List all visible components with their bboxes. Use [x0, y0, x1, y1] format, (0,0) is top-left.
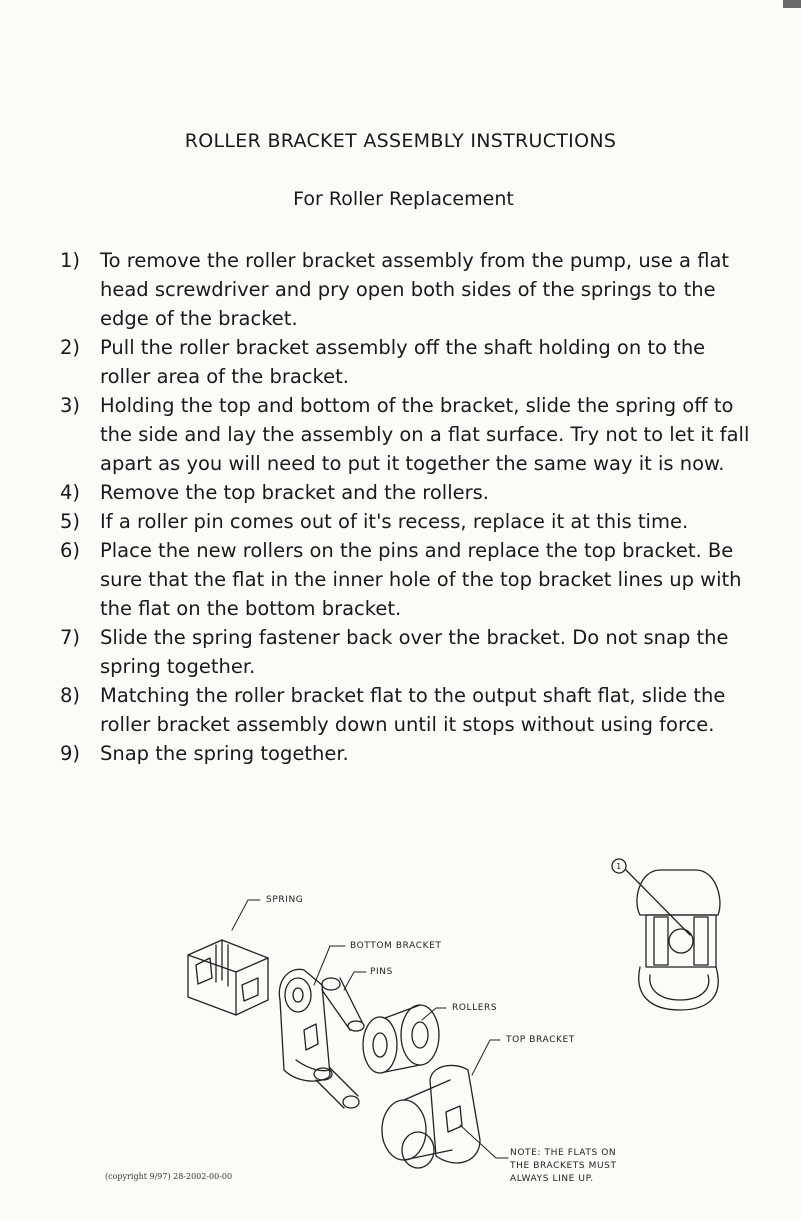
leader-lines [232, 900, 508, 1158]
label-spring: SPRING [266, 895, 304, 905]
label-top-bracket: TOP BRACKET [506, 1035, 575, 1045]
copyright-notice: (copyright 9/97) 28-2002-00-00 [105, 1172, 233, 1181]
step-item [60, 623, 750, 681]
step-number: 4) [60, 481, 81, 504]
exploded-assembly-diagram [0, 840, 801, 1220]
step-item [60, 681, 750, 739]
step-item [60, 536, 750, 623]
step-text: If a roller pin comes out of it's recess, replace it at this time. [100, 510, 689, 533]
step-number: 9) [60, 742, 81, 765]
step-text: Snap the spring together. [100, 742, 349, 765]
step-number: 7) [60, 626, 81, 649]
assembled-view [612, 859, 720, 1010]
step-item [60, 391, 750, 478]
pin-part-lower [314, 1068, 359, 1108]
step-text: To remove the roller bracket assembly from the pump, use a flat head screwdriver and pry open both sides of the springs to the edge of the bracket. [100, 249, 730, 330]
top-bracket-part [382, 1065, 480, 1168]
label-callout-number: 1 [616, 862, 622, 871]
page-title: ROLLER BRACKET ASSEMBLY INSTRUCTIONS [184, 130, 617, 152]
step-number: 2) [60, 336, 81, 359]
pin-part-upper [322, 978, 364, 1031]
step-text: Pull the roller bracket assembly off the shaft holding on to the roller area of the bracket. [100, 336, 706, 388]
step-text: Place the new rollers on the pins and replace the top bracket. Be sure that the flat in the inner hole of the top bracket lines up with the flat on the bottom bracket. [100, 539, 742, 620]
step-text: Matching the roller bracket flat to the output shaft flat, slide the roller bracket assembly down until it stops without using force. [100, 684, 726, 736]
step-number: 8) [60, 684, 81, 707]
step-item [60, 739, 750, 768]
page-subtitle: For Roller Replacement [293, 188, 514, 210]
step-number: 6) [60, 539, 81, 562]
step-item [60, 507, 750, 536]
step-text: Remove the top bracket and the rollers. [100, 481, 490, 504]
note-line: NOTE: THE FLATS ON [510, 1148, 617, 1158]
scan-corner-mark [783, 0, 801, 8]
label-rollers: ROLLERS [452, 1003, 498, 1013]
step-number: 1) [60, 249, 81, 272]
step-number: 3) [60, 394, 81, 417]
note-line: THE BRACKETS MUST [510, 1161, 617, 1171]
step-number: 5) [60, 510, 81, 533]
step-text: Holding the top and bottom of the bracket, slide the spring off to the side and lay the assembly on a flat surface. Try not to let it fall apart as you will need to put it together the same way it is now. [100, 394, 750, 475]
spring-part [188, 940, 268, 1015]
label-bottom-bracket: BOTTOM BRACKET [350, 941, 442, 951]
note-line: ALWAYS LINE UP. [510, 1174, 594, 1184]
label-pins: PINS [370, 967, 393, 977]
step-item [60, 246, 750, 333]
instruction-steps [60, 246, 750, 768]
step-item [60, 478, 750, 507]
step-text: Slide the spring fastener back over the bracket. Do not snap the spring together. [100, 626, 729, 678]
step-item [60, 333, 750, 391]
